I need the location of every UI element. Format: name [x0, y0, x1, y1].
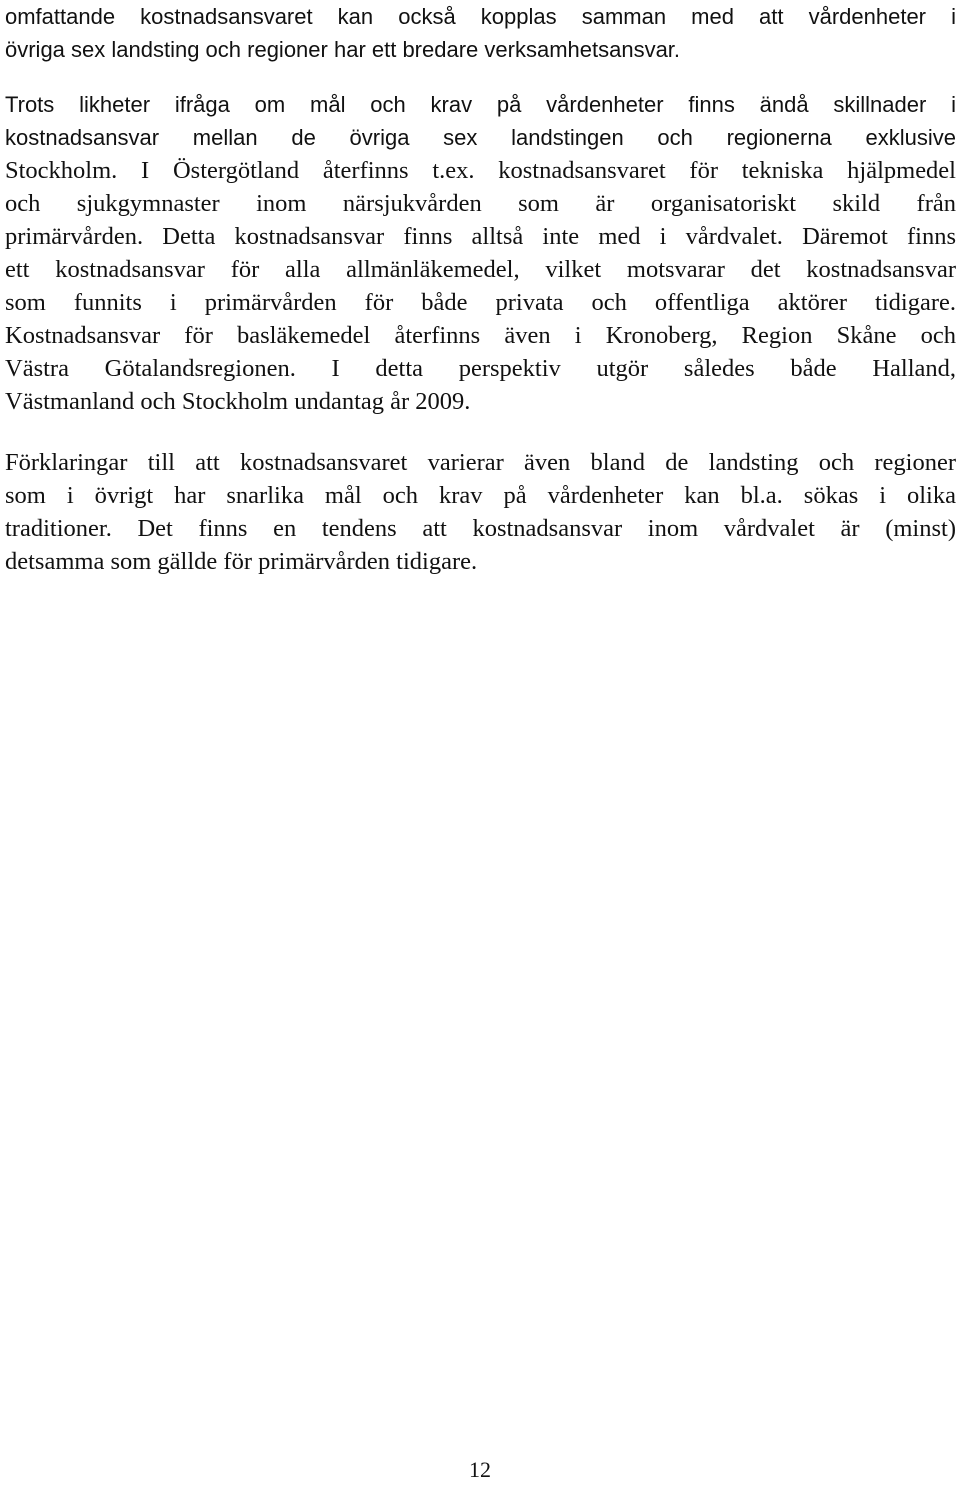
- text-line: som i övrigt har snarlika mål och krav på vårdenheter kan bl.a. sökas i olika: [5, 482, 956, 509]
- text-line: kostnadsansvar mellan de övriga sex landstingen och regionerna exklusive: [5, 125, 956, 150]
- text-line: och sjukgymnaster inom närsjukvården som är organisatoriskt skild från: [5, 190, 956, 217]
- paragraph-2: [5, 88, 956, 418]
- text-line: ett kostnadsansvar för alla allmänläkemedel, vilket motsvarar det kostnadsansvar: [5, 256, 956, 283]
- text-line: Förklaringar till att kostnadsansvaret varierar även bland de landsting och regioner: [5, 449, 956, 476]
- text-line: övriga sex landsting och regioner har ett bredare verksamhetsansvar.: [5, 37, 681, 62]
- text-line: Stockholm. I Östergötland återfinns t.ex. kostnadsansvaret för tekniska hjälpmedel: [5, 157, 956, 184]
- text-line: som funnits i primärvården för både privata och offentliga aktörer tidigare.: [5, 289, 956, 316]
- text-line: Kostnadsansvar för basläkemedel återfinns även i Kronoberg, Region Skåne och: [5, 322, 956, 349]
- text-line: detsamma som gällde för primärvården tidigare.: [5, 548, 478, 575]
- text-line: omfattande kostnadsansvaret kan också kopplas samman med att vårdenheter i: [5, 4, 956, 29]
- text-line: traditioner. Det finns en tendens att kostnadsansvar inom vårdvalet är (minst): [5, 515, 956, 542]
- text-line: Västmanland och Stockholm undantag år 2009.: [5, 388, 471, 415]
- text-line: Västra Götalandsregionen. I detta perspektiv utgör således både Halland,: [5, 355, 956, 382]
- text-line: Trots likheter ifråga om mål och krav på vårdenheter finns ändå skillnader i: [5, 92, 956, 117]
- page-number: 12: [469, 1457, 491, 1482]
- paragraph-3: [5, 446, 956, 578]
- paragraph-1: [5, 0, 956, 66]
- text-line: primärvården. Detta kostnadsansvar finns alltså inte med i vårdvalet. Däremot finns: [5, 223, 956, 250]
